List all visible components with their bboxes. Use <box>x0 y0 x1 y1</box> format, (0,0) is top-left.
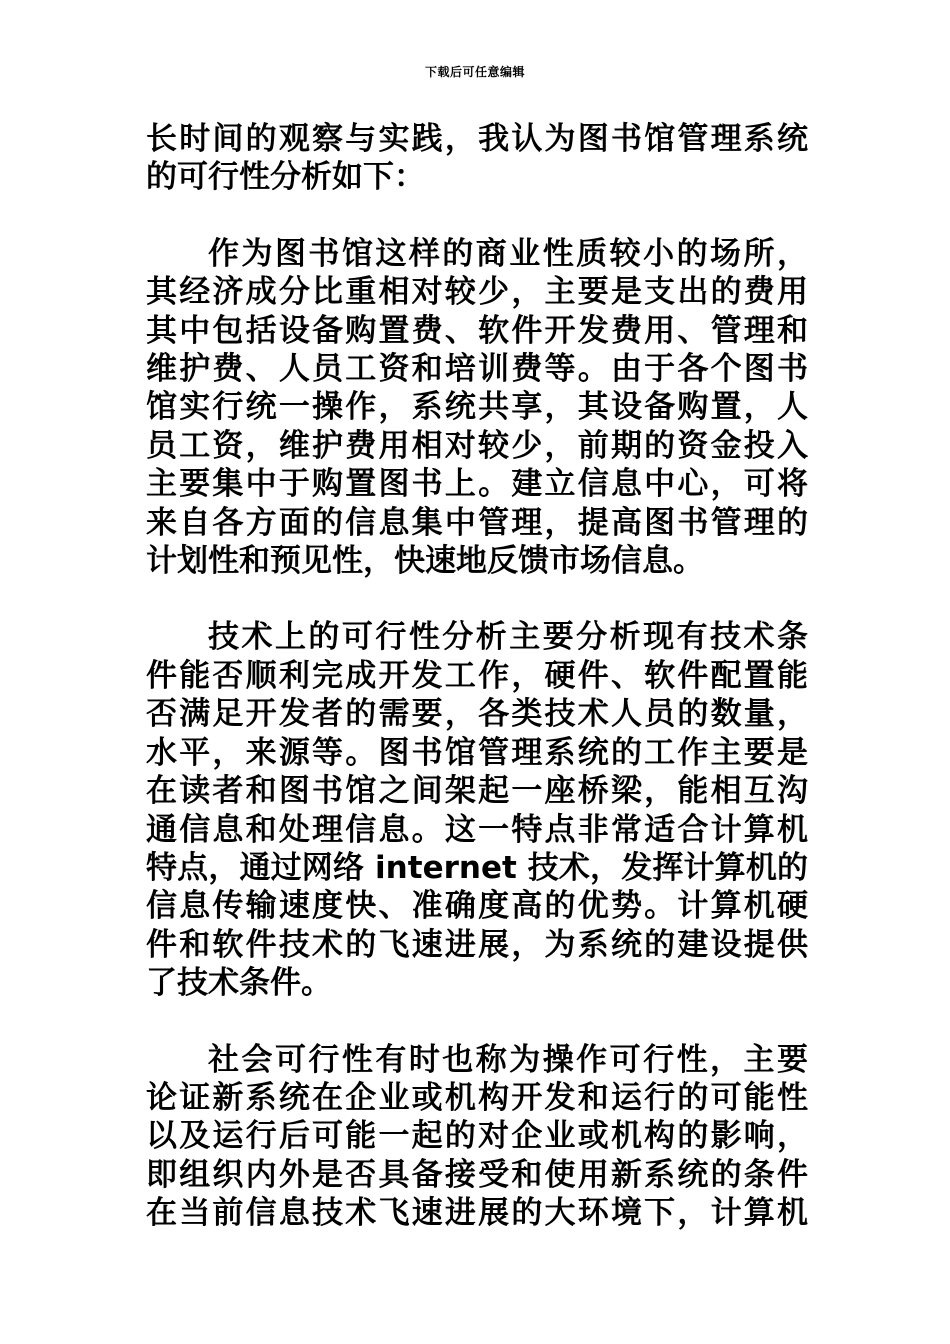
text-line: 件能否顺利完成开发工作，硬件、软件配置能 <box>146 657 808 694</box>
paragraph-gap <box>146 580 808 618</box>
paragraph-gap <box>146 1003 808 1041</box>
paragraph-technical-feasibility <box>146 618 808 1002</box>
text-line: 主要集中于购置图书上。建立信息中心，可将 <box>146 466 808 503</box>
paragraph-gap <box>146 197 808 235</box>
text-line: 其中包括设备购置费、软件开发费用、管理和 <box>146 312 808 349</box>
page-header: 下载后可任意编辑 <box>424 65 525 79</box>
text-line: 特点，通过网络 internet 技术，发挥计算机的 <box>146 849 808 886</box>
document-body <box>146 120 808 1233</box>
text-line: 在当前信息技术飞速进展的大环境下，计算机 <box>146 1195 808 1232</box>
text-line: 通信息和处理信息。这一特点非常适合计算机 <box>146 811 808 848</box>
paragraph-social-feasibility <box>146 1041 808 1233</box>
paragraph-intro <box>146 120 808 197</box>
text-line: 其经济成分比重相对较少，主要是支出的费用 <box>146 274 808 311</box>
text-line: 以及运行后可能一起的对企业或机构的影响， <box>146 1118 808 1155</box>
text-line: 技术上的可行性分析主要分析现有技术条 <box>208 619 808 656</box>
text-line: 作为图书馆这样的商业性质较小的场所， <box>208 235 808 272</box>
text-line: 长时间的观察与实践，我认为图书馆管理系统 <box>146 121 808 157</box>
text-line: 了技术条件。 <box>146 965 332 1002</box>
text-line: 水平，来源等。图书馆管理系统的工作主要是 <box>146 734 808 771</box>
text-line: 社会可行性有时也称为操作可行性，主要 <box>208 1041 808 1078</box>
text-line: 馆实行统一操作，系统共享，其设备购置，人 <box>146 389 808 426</box>
text-line: 否满足开发者的需要，各类技术人员的数量， <box>146 696 808 733</box>
text-line: 件和软件技术的飞速进展，为系统的建设提供 <box>146 926 808 963</box>
text-line: 即组织内外是否具备接受和使用新系统的条件 <box>146 1156 808 1193</box>
text-line: 信息传输速度快、准确度高的优势。计算机硬 <box>146 888 808 925</box>
text-line: 在读者和图书馆之间架起一座桥梁，能相互沟 <box>146 773 808 810</box>
paragraph-economic-feasibility <box>146 235 808 581</box>
text-line: 来自各方面的信息集中管理，提高图书管理的 <box>146 504 808 541</box>
text-line: 的可行性分析如下： <box>146 159 425 196</box>
text-line: 员工资，维护费用相对较少，前期的资金投入 <box>146 427 808 464</box>
text-line: 维护费、人员工资和培训费等。由于各个图书 <box>146 351 808 388</box>
text-line: 计划性和预见性，快速地反馈市场信息。 <box>146 543 704 580</box>
text-line: 论证新系统在企业或机构开发和运行的可能性 <box>146 1079 808 1116</box>
